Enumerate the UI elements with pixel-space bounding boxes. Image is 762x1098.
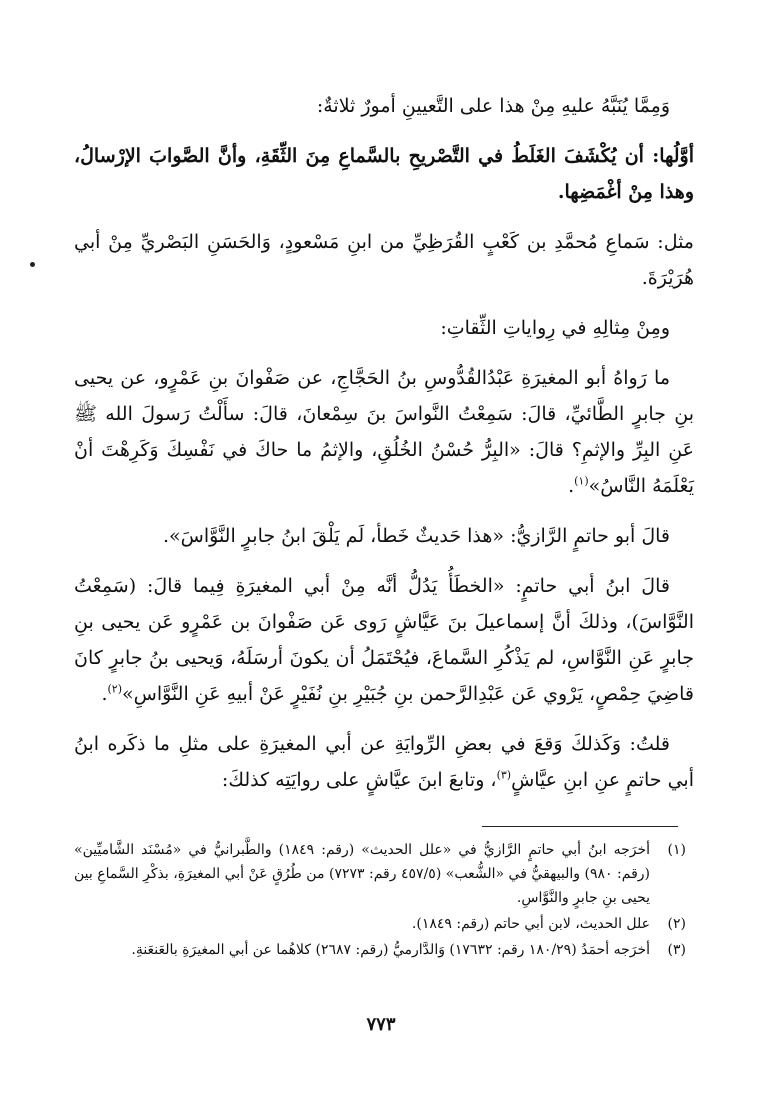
footnote-3 (74, 938, 686, 962)
subheading-paragraph: ومِنْ مِثالِهِ في رِواياتِ الثِّقاتِ: (440, 317, 670, 339)
page-number: ٧٧٣ (366, 1014, 396, 1035)
footnote-ref-3: (٣) (496, 768, 512, 782)
hadith-text: ما رَواهُ أبو المغيرَةِ عَبْدُالقُدُّوسِ بنُ الحَجَّاجِ، عن صَفْوانَ بنِ عَمْرٍو، عن يحيى بنِ جابرٍ الطَّائيِّ، قالَ: سَمِعْتُ النَّواسَ بنَ سِمْعانَ، قالَ: سأَلْتُ رَسولَ الله ﷺ عَنِ البِرِّ والإثمِ؟ قالَ: «البِرُّ حُسْنُ الخُلُقِ، والإثمُ ما حاكَ في نَفْسِكَ وَكَرِهْتَ أنْ يَعْلَمَهُ النَّاسُ» (74, 367, 694, 497)
first-point-paragraph: أوَّلُها: أن يُكْشَفَ الغَلَطُ في التَّصْريحِ بالسَّماعِ مِنَ الثِّقَةِ، وأنَّ الصَّوابَ الإرْسالُ، وهذا مِنْ أغْمَضِها. (74, 145, 694, 203)
footnote-1 (74, 838, 686, 910)
ibn-abi-hatim-paragraph: قالَ ابنُ أبي حاتمٍ: «الخطَأُ يَدُلُّ أنَّه مِنْ أبي المغيرَةِ فِيما قالَ: (سَمِعْتُ النَّوَّاسَ)، وذلكَ أنَّ إسماعيلَ بنَ عَيَّاشٍ رَوى عَن صَفْوانَ بن عَمْرٍو عَن يحيى بنِ جابرٍ عَنِ النَّوَّاسِ، لم يَذْكُرِ السَّماعَ، فيُحْتَمَلُ أن يكونَ أرسَلَهُ، وَيحيى بنُ جابرٍ كانَ قاضِيَ حِمْصٍ، يَرْوي عَن عَبْدِالرَّحمن بنِ جُبَيْرِ بنِ نُفَيْرٍ عَنْ أبيهِ عَنِ النَّوَّاسِ»$^{(٢)}$. (74, 575, 694, 705)
footnote-number: (٣) (667, 942, 686, 958)
footnote-number: (١) (667, 842, 686, 858)
footnote-number: (٢) (667, 916, 686, 932)
footnote-ref-2: (٢) (107, 682, 123, 696)
author-comment-tail: ، وتابعَ ابنَ عيَّاشٍ على روايَتِه كذلكَ: (221, 769, 497, 791)
footnote-text: أخرَجه ابنُ أبي حاتمٍ الرَّازيُّ في «علل الحديث» (رقم: ١٨٤٩) والطَّبرانيُّ في «مُسْنَد الشَّاميِّين» (رقم: ٩٨٠) والبيهقيُّ في «الشُّعب» (٤٥٧/٥ رقم: ٧٢٧٣) من طُرُقٍ عَنْ أبي المغيرَةِ، بذكْرِ السَّماعِ بين يحيى بنِ جابرٍ والنَّوَّاسِ. (74, 842, 651, 906)
footnote-text: أخرَجه أحمَدُ (١٨٠/٢٩ رقم: ١٧٦٣٢) وَالدَّارميُّ (رقم: ٢٦٨٧) كلاهُما عن أبي المغيرَةِ بالعَنعَنةِ. (131, 942, 650, 958)
intro-paragraph: وَمِمَّا يُنَبَّهُ عليهِ مِنْ هذا على التَّعيينِ أمورٌ ثلاثةٌ: (316, 95, 670, 117)
example-paragraph: مثل: سَماعِ مُحمَّدِ بن كَعْبٍ القُرَظِيِّ من ابنِ مَسْعودٍ، وَالحَسَنِ البَصْريِّ مِنْ أبي هُرَيْرَةَ. (74, 231, 694, 289)
abu-hatim-paragraph: قالَ أبو حاتمٍ الرَّازيُّ: «هذا حَديثٌ خَطأ، لَم يَلْقَ ابنُ جابرٍ النَّوَّاسَ». (163, 525, 670, 547)
footnote-separator (482, 826, 678, 827)
footnote-text: علل الحديث، لابن أبي حاتم (رقم: ١٨٤٩). (411, 916, 650, 932)
hadith-paragraph: ما رَواهُ أبو المغيرَةِ عَبْدُالقُدُّوسِ بنُ الحَجَّاجِ، عن صَفْوانَ بنِ عَمْرٍو، عن يحيى بنِ جابرٍ الطَّائيِّ، قالَ: سَمِعْتُ النَّواسَ بنَ سِمْعانَ، قالَ: سأَلْتُ رَسولَ الله ﷺ عَنِ البِرِّ والإثمِ؟ قالَ: «البِرُّ حُسْنُ الخُلُقِ، والإثمُ ما حاكَ في نَفْسِكَ وَكَرِهْتَ أنْ يَعْلَمَهُ النَّاسُ»$^{(١)}$. (74, 367, 694, 497)
author-comment-text: قلتُ: وَكَذلكَ وَقعَ في بعضِ الرِّوايَةِ عن أبي المغيرَةِ على مثلِ ما ذكَره ابنُ أبي حاتمٍ عنِ ابنِ عيَّاشٍ (74, 733, 694, 791)
ibn-abi-hatim-text: قالَ ابنُ أبي حاتمٍ: «الخطَأُ يَدُلُّ أنَّه مِنْ أبي المغيرَةِ فِيما قالَ: (سَمِعْتُ النَّوَّاسَ)، وذلكَ أنَّ إسماعيلَ بنَ عَيَّاشٍ رَوى عَن صَفْوانَ بن عَمْرٍو عَن يحيى بنِ جابرٍ عَنِ النَّوَّاسِ، لم يَذْكُرِ السَّماعَ، فيُحْتَمَلُ أن يكونَ أرسَلَهُ، وَيحيى بنُ جابرٍ كانَ قاضِيَ حِمْصٍ، يَرْوي عَن عَبْدِالرَّحمن بنِ جُبَيْرِ بنِ نُفَيْرٍ عَنْ أبيهِ عَنِ النَّوَّاسِ» (74, 575, 694, 705)
footnotes (74, 838, 686, 964)
main-text (74, 88, 694, 812)
author-comment-paragraph (74, 726, 694, 798)
footnote-ref-1: (١) (574, 474, 589, 488)
footnote-2 (74, 912, 686, 936)
margin-dot (30, 262, 35, 267)
